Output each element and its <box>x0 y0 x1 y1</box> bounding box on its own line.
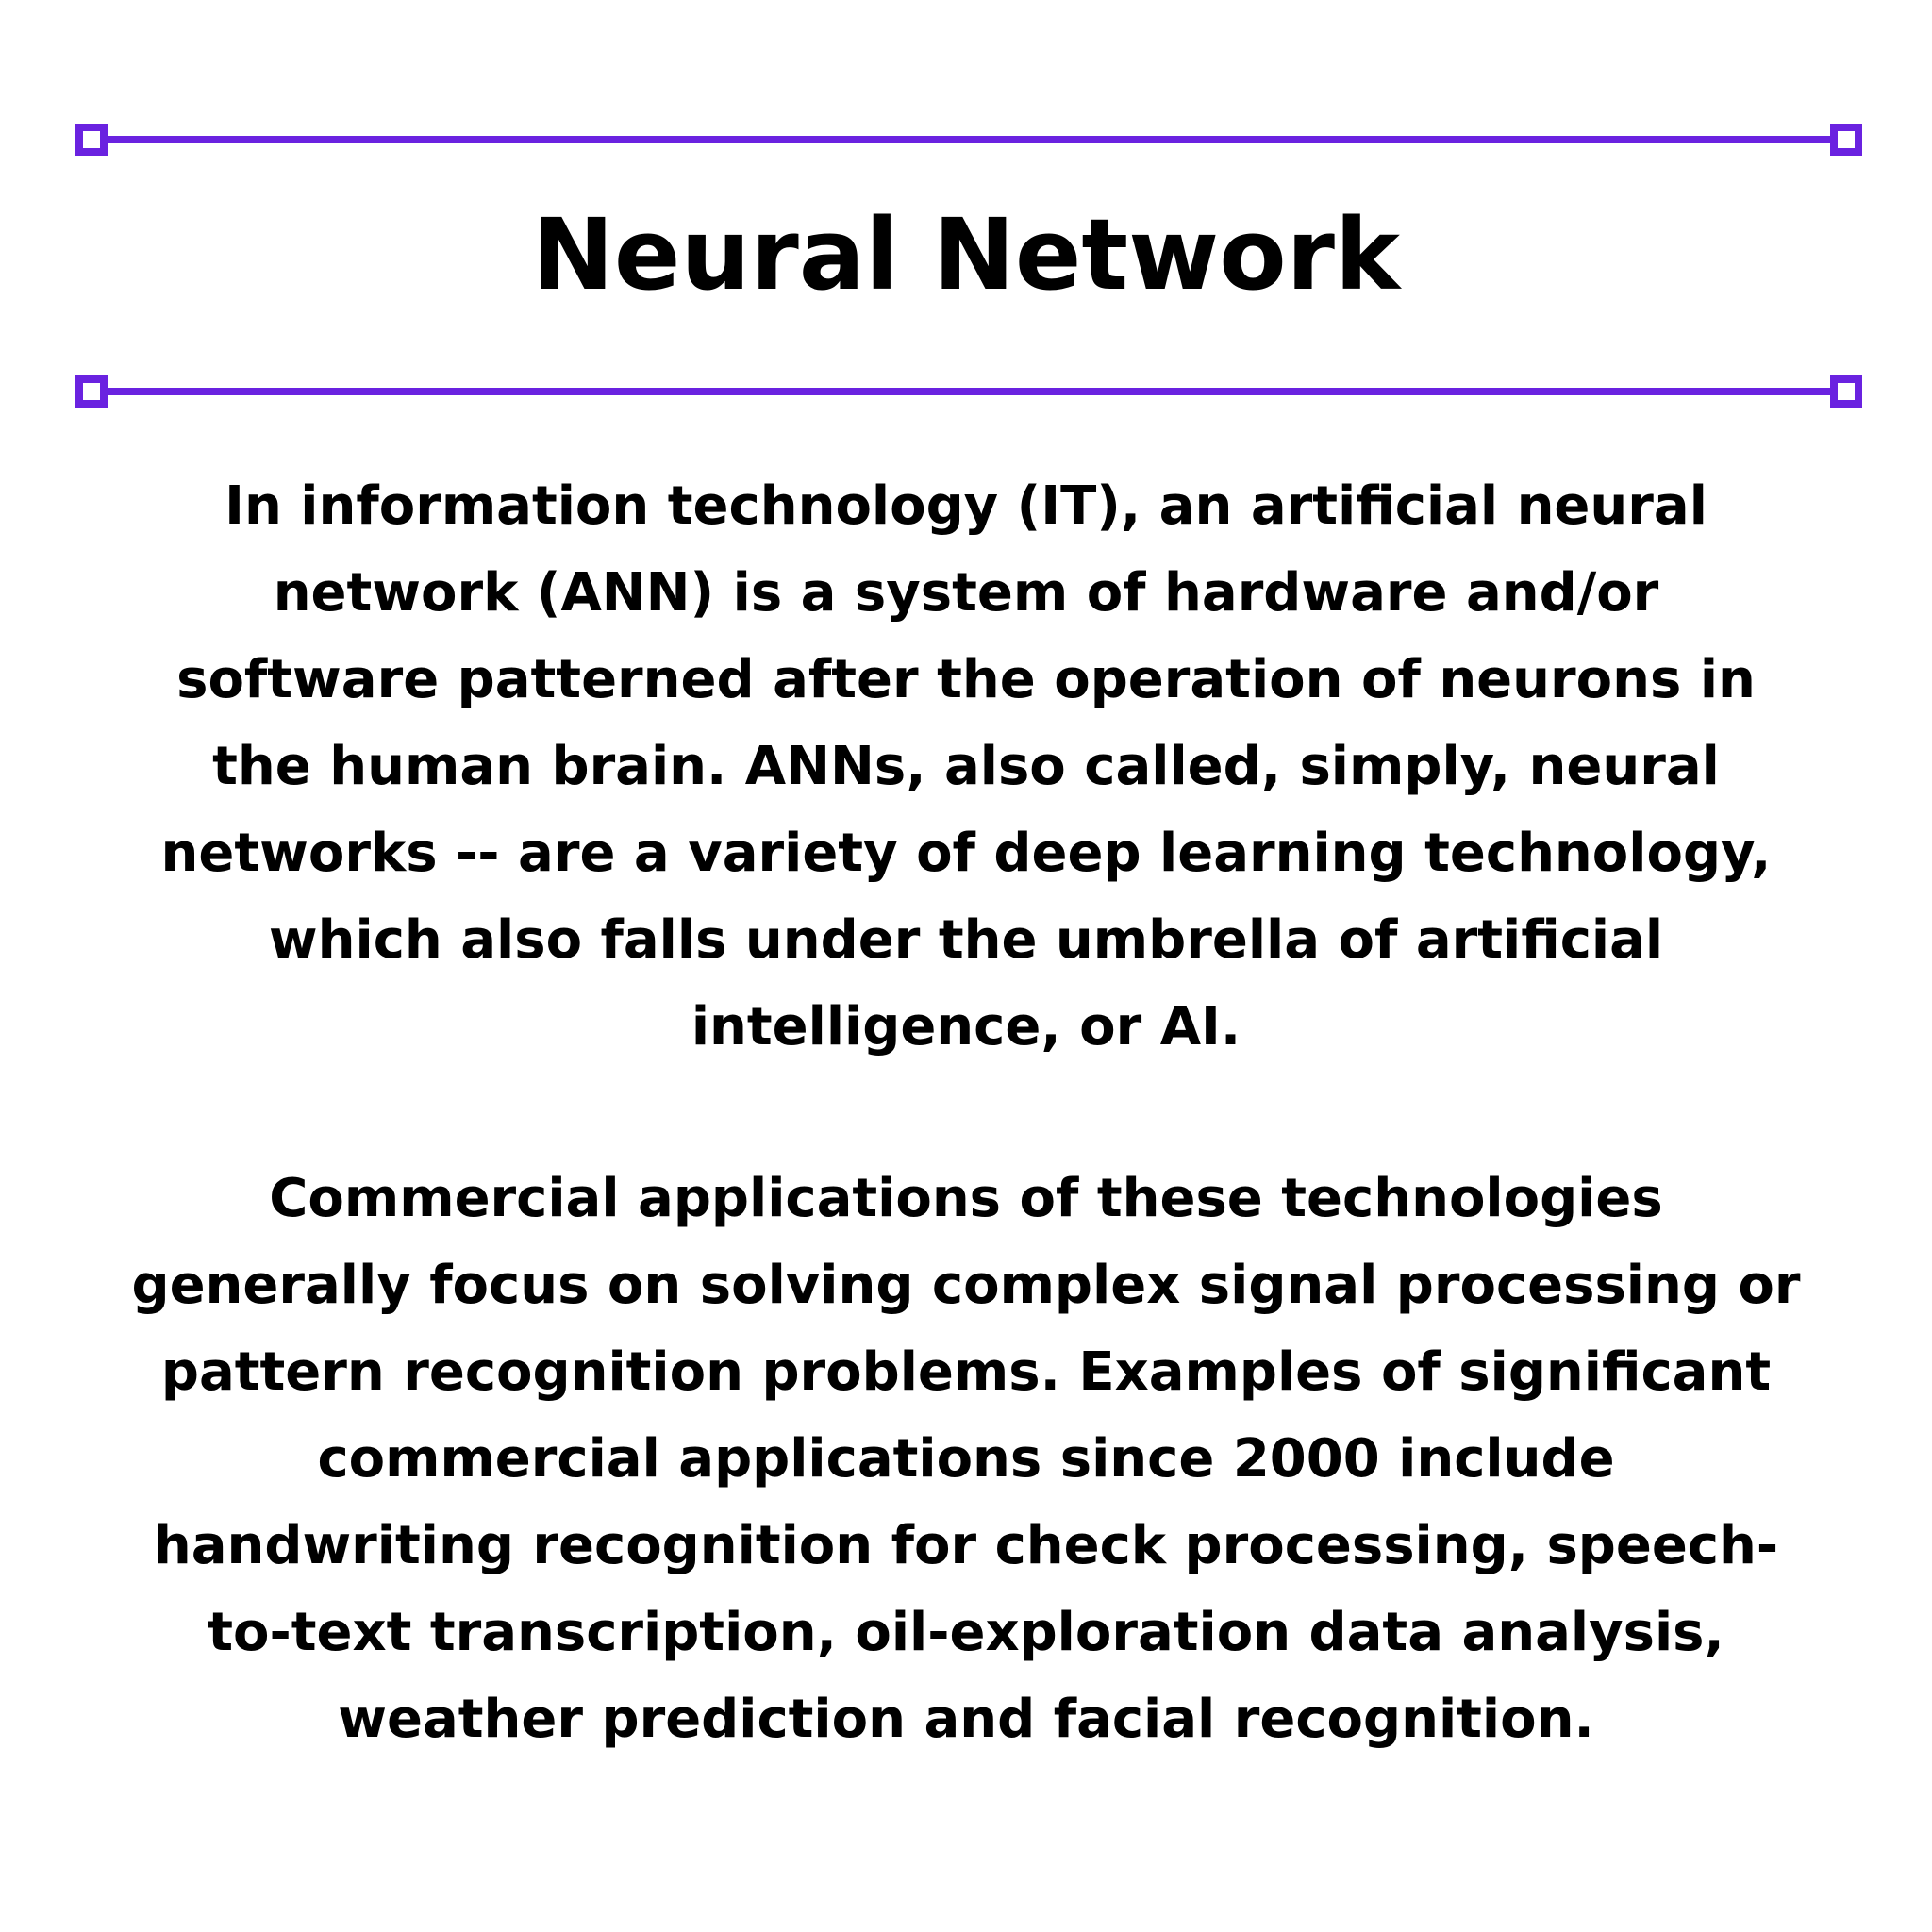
paragraph-line: networks -- are a variety of deep learning technology, <box>160 823 1772 884</box>
bottom-divider-line <box>92 388 1846 395</box>
bottom-divider <box>75 375 1862 408</box>
paragraph-line: the human brain. ANNs, also called, simply, neural <box>212 736 1720 797</box>
top-divider-line <box>92 136 1846 143</box>
paragraph-line: to-text transcription, oil-exploration data analysis, <box>208 1602 1724 1663</box>
bottom-divider-left-square-icon <box>75 375 108 408</box>
page-title: Neural Network <box>531 197 1401 312</box>
paragraph-line: software patterned after the operation of neurons in <box>176 649 1756 710</box>
paragraph-line: intelligence, or AI. <box>691 996 1241 1058</box>
paragraph-line: generally focus on solving complex signal processing or <box>131 1255 1801 1316</box>
paragraph-line: weather prediction and facial recognition. <box>338 1689 1594 1750</box>
paragraph-line: which also falls under the umbrella of artificial <box>268 909 1664 971</box>
paragraph-line: pattern recognition problems. Examples of significant <box>160 1341 1772 1403</box>
paragraph-line: commercial applications since 2000 include <box>317 1428 1615 1490</box>
paragraph-line: network (ANN) is a system of hardware and/or <box>273 562 1659 624</box>
paragraph-line: In information technology (IT), an artificial neural <box>225 475 1707 537</box>
paragraph-applications <box>0 1156 1932 1763</box>
top-divider-right-square-icon <box>1830 124 1862 156</box>
paragraph-definition <box>0 463 1932 1071</box>
top-divider <box>75 124 1862 156</box>
bottom-divider-right-square-icon <box>1830 375 1862 408</box>
top-divider-left-square-icon <box>75 124 108 156</box>
paragraph-line: handwriting recognition for check processing, speech- <box>153 1515 1779 1576</box>
paragraph-line: Commercial applications of these technologies <box>269 1168 1663 1229</box>
